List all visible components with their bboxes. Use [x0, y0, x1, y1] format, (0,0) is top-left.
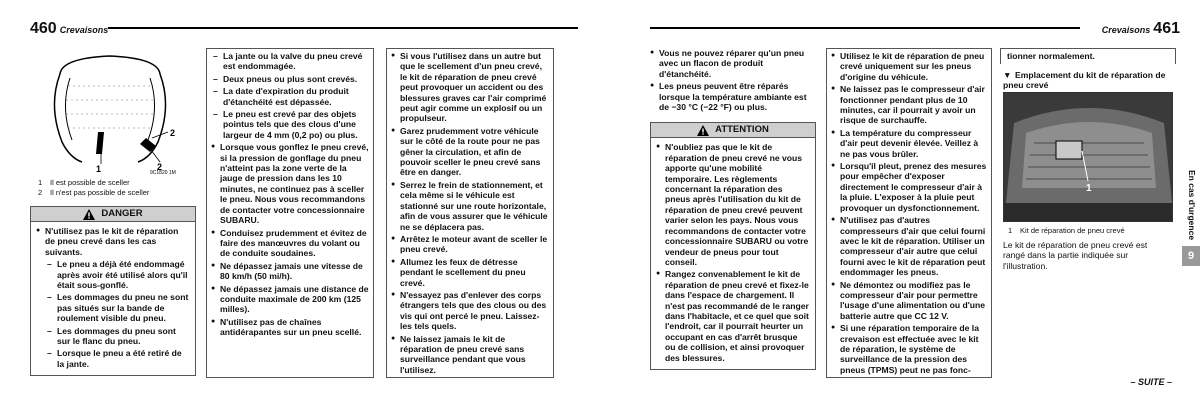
- list-item: ● Conduisez prudemment et évitez de faire des manœuvres du volant ou de conduite soudaines.: [211, 228, 369, 259]
- list-item: ● Ne dépassez jamais une distance de conduite maximale de 200 km (125 milles).: [211, 284, 369, 315]
- list-item: ● Si vous l'utilisez dans un autre but que le scellement d'un pneu crevé, le kit de réparation de pneu crevé peut provoquer un accident ou des blessures graves car l'air comprimé peut agir comme un explosif ou un propulseur.: [391, 51, 549, 124]
- continuation-text: tionner normalement.: [1000, 48, 1176, 64]
- legend-item: 1 Il est possible de sceller: [38, 178, 130, 187]
- left-column-3: [386, 48, 554, 378]
- warning-triangle-icon: [83, 209, 95, 220]
- left-column-2: [206, 48, 374, 378]
- list-item: – Le pneu est crevé par des objets pointus tels que des clous d'une largeur de 4 mm (0,2 po) ou plus.: [211, 109, 369, 140]
- left-page-header: [30, 20, 108, 36]
- fig-callout-2b: 2: [170, 128, 176, 138]
- list-item: ● Ne dépassez jamais une vitesse de 80 km/h (50 mi/h).: [211, 261, 369, 282]
- attention-title: ATTENTION: [715, 124, 769, 136]
- list-item: ● N'oubliez pas que le kit de réparation de pneu crevé ne vous apporte qu'une mobilité temporaire. Les règlements concernant la réparation des pneus après l'utilisation du kit de réparation de pneu crevé peuvent varier selon les pays. Nous vous recommandons de contacter votre concessionnaire SUBARU ou votre vendeur de pneus pour tout conseil.: [656, 142, 810, 267]
- list-item: – La jante ou la valve du pneu crevé est endommagée.: [211, 51, 369, 72]
- figure-legend: [38, 178, 149, 197]
- list-item: ● Serrez le frein de stationnement, et cela même si le véhicule est stationné sur une route horizontale, afin de vous assurer que le véhicule ne se déplacera pas.: [391, 180, 549, 232]
- list-item: ● Lorsqu'il pleut, prenez des mesures pour empêcher d'exposer directement le compresseur d'air à la pluie. L'exposer à la pluie peut provoquer un dysfonctionnement.: [831, 161, 987, 213]
- list-item: – La date d'expiration du produit d'étanchéité est dépassée.: [211, 86, 369, 107]
- list-item: ● N'utilisez pas le kit de réparation de pneu crevé dans les cas suivants. – Le pneu a déjà été endommagé après avoir été utilisé alors qu'il était sous-gonflé. – Les dommages du pneu ne sont pas situés sur la bande de roulement visible du pneu. – Les dommages du pneu sont sur le flanc du pneu. – Lorsque le pneu a été retiré de la jante.: [36, 226, 190, 369]
- list-item: ● Les pneus peuvent être réparés lorsque la température ambiante est de −30 °C (−22 °F) ou plus.: [650, 81, 816, 112]
- list-item: ● Vous ne pouvez réparer qu'un pneu avec un flacon de produit d'étanchéité.: [650, 48, 816, 79]
- continued-marker: – SUITE –: [1130, 377, 1172, 387]
- attention-header: [650, 122, 816, 138]
- danger-box: [30, 206, 196, 376]
- tire-tread-diagram: [30, 46, 190, 176]
- left-header-rule: [108, 27, 578, 29]
- list-item: – Le pneu a déjà été endommagé après avoir été utilisé alors qu'il était sous-gonflé.: [45, 259, 190, 290]
- list-item: ● Allumez les feux de détresse pendant le scellement du pneu crevé.: [391, 257, 549, 288]
- list-item: ● Garez prudemment votre véhicule sur le côté de la route pour ne pas gêner la circulation, et afin de pouvoir sceller le pneu crevé sans être en danger.: [391, 126, 549, 178]
- danger-body: [30, 222, 196, 376]
- list-item: ● N'essayez pas d'enlever des corps étrangers tels que des clous ou des vis qui ont percé le pneu. Laissez-les tels quels.: [391, 290, 549, 332]
- list-item: ● N'utilisez pas de chaînes antidérapantes sur un pneu scellé.: [211, 317, 369, 338]
- right-section-title: Crevaisons: [1101, 25, 1151, 35]
- list-item: – Lorsque le pneu a été retiré de la jante.: [45, 348, 190, 369]
- triangle-down-icon: ▼: [1003, 70, 1012, 80]
- list-item: ● N'utilisez pas d'autres compresseurs d'air que celui fourni avec le kit de réparation. Utiliser un compresseur d'air autre que celui fourni avec le kit de réparation peut endommager les pneus.: [831, 215, 987, 277]
- right-figure-caption: 1 Kit de réparation de pneu crevé: [1008, 226, 1125, 235]
- list-item: – Les dommages du pneu sont sur le flanc du pneu.: [45, 326, 190, 347]
- right-column-2: [826, 48, 992, 378]
- list-item: ● Ne laissez jamais le kit de réparation de pneu crevé sans surveillance pendant que vous l'utilisez.: [391, 334, 549, 376]
- fig-right-callout: 1: [1086, 183, 1092, 194]
- left-section-title: Crevaisons: [59, 25, 109, 35]
- list-item: ● Ne démontez ou modifiez pas le compresseur d'air pour permettre l'usage d'une alimentation ou d'une batterie autre que CC 12 V.: [831, 280, 987, 322]
- list-item: ● Ne laissez pas le compresseur d'air fonctionner pendant plus de 10 minutes, car il pourrait y avoir un risque de surchauffe.: [831, 84, 987, 126]
- cargo-illustration: [1004, 93, 1173, 222]
- list-item: ● Lorsque vous gonflez le pneu crevé, si la pression de gonflage du pneu n'atteint pas la zone verte de la jauge de pression dans les 10 minutes, ne continuez pas à sceller le pneu. Nous vous recommandons de contacter votre concessionnaire SUBARU.: [211, 142, 369, 225]
- left-page-number: 460: [30, 20, 57, 37]
- right-header-rule: [650, 27, 1080, 29]
- list-item: ● Arrêtez le moteur avant de sceller le pneu crevé.: [391, 234, 549, 255]
- list-item: ● Si une réparation temporaire de la crevaison est effectuée avec le kit de réparation, le système de surveillance de la pression des pneus (TPMS) peut ne pas fonc-: [831, 323, 987, 375]
- chapter-tab-number: 9: [1182, 246, 1200, 266]
- attention-box: [650, 122, 816, 370]
- danger-header: [30, 206, 196, 222]
- warning-triangle-icon: [697, 125, 709, 136]
- chapter-tab-label: En cas d'urgence: [1187, 169, 1197, 241]
- fig-callout-2a: 2: [157, 162, 163, 172]
- cargo-area-figure: [1003, 92, 1173, 222]
- figure-code: 9C1820 1M: [150, 170, 176, 176]
- tire-illustration: [30, 46, 190, 176]
- legend-item: 2 Il n'est pas possible de sceller: [38, 187, 150, 197]
- fig-callout-1: 1: [96, 164, 102, 174]
- list-item: ● Rangez convenablement le kit de réparation de pneu crevé et fixez-le dans l'espace de chargement. Il n'est pas recommandé de le ranger dans l'habitacle, et ce quel que soit l'endroit, car il pourrait heurter un occupant en cas d'arrêt brusque ou de collision, et ainsi provoquer des blessures.: [656, 269, 810, 363]
- right-column-1: [650, 48, 816, 370]
- attention-body: [650, 138, 816, 370]
- kit-location-heading: ▼ Emplacement du kit de réparation de pneu crevé: [1003, 70, 1166, 91]
- kit-location-text: Le kit de réparation de pneu crevé est rangé dans la partie indiquée sur l'illustration.: [1003, 240, 1148, 271]
- danger-title: DANGER: [101, 207, 143, 219]
- right-page-header: [1102, 20, 1180, 36]
- right-page-number: 461: [1153, 20, 1180, 37]
- list-item: – Deux pneus ou plus sont crevés.: [211, 74, 369, 84]
- list-item: – Les dommages du pneu ne sont pas situés sur la bande de roulement visible du pneu.: [45, 292, 190, 323]
- list-item: ● Utilisez le kit de réparation de pneu crevé uniquement sur les pneus d'origine du véhicule.: [831, 51, 987, 82]
- list-item: ● La température du compresseur d'air peut devenir élevée. Veillez à ne pas vous brûler.: [831, 128, 987, 159]
